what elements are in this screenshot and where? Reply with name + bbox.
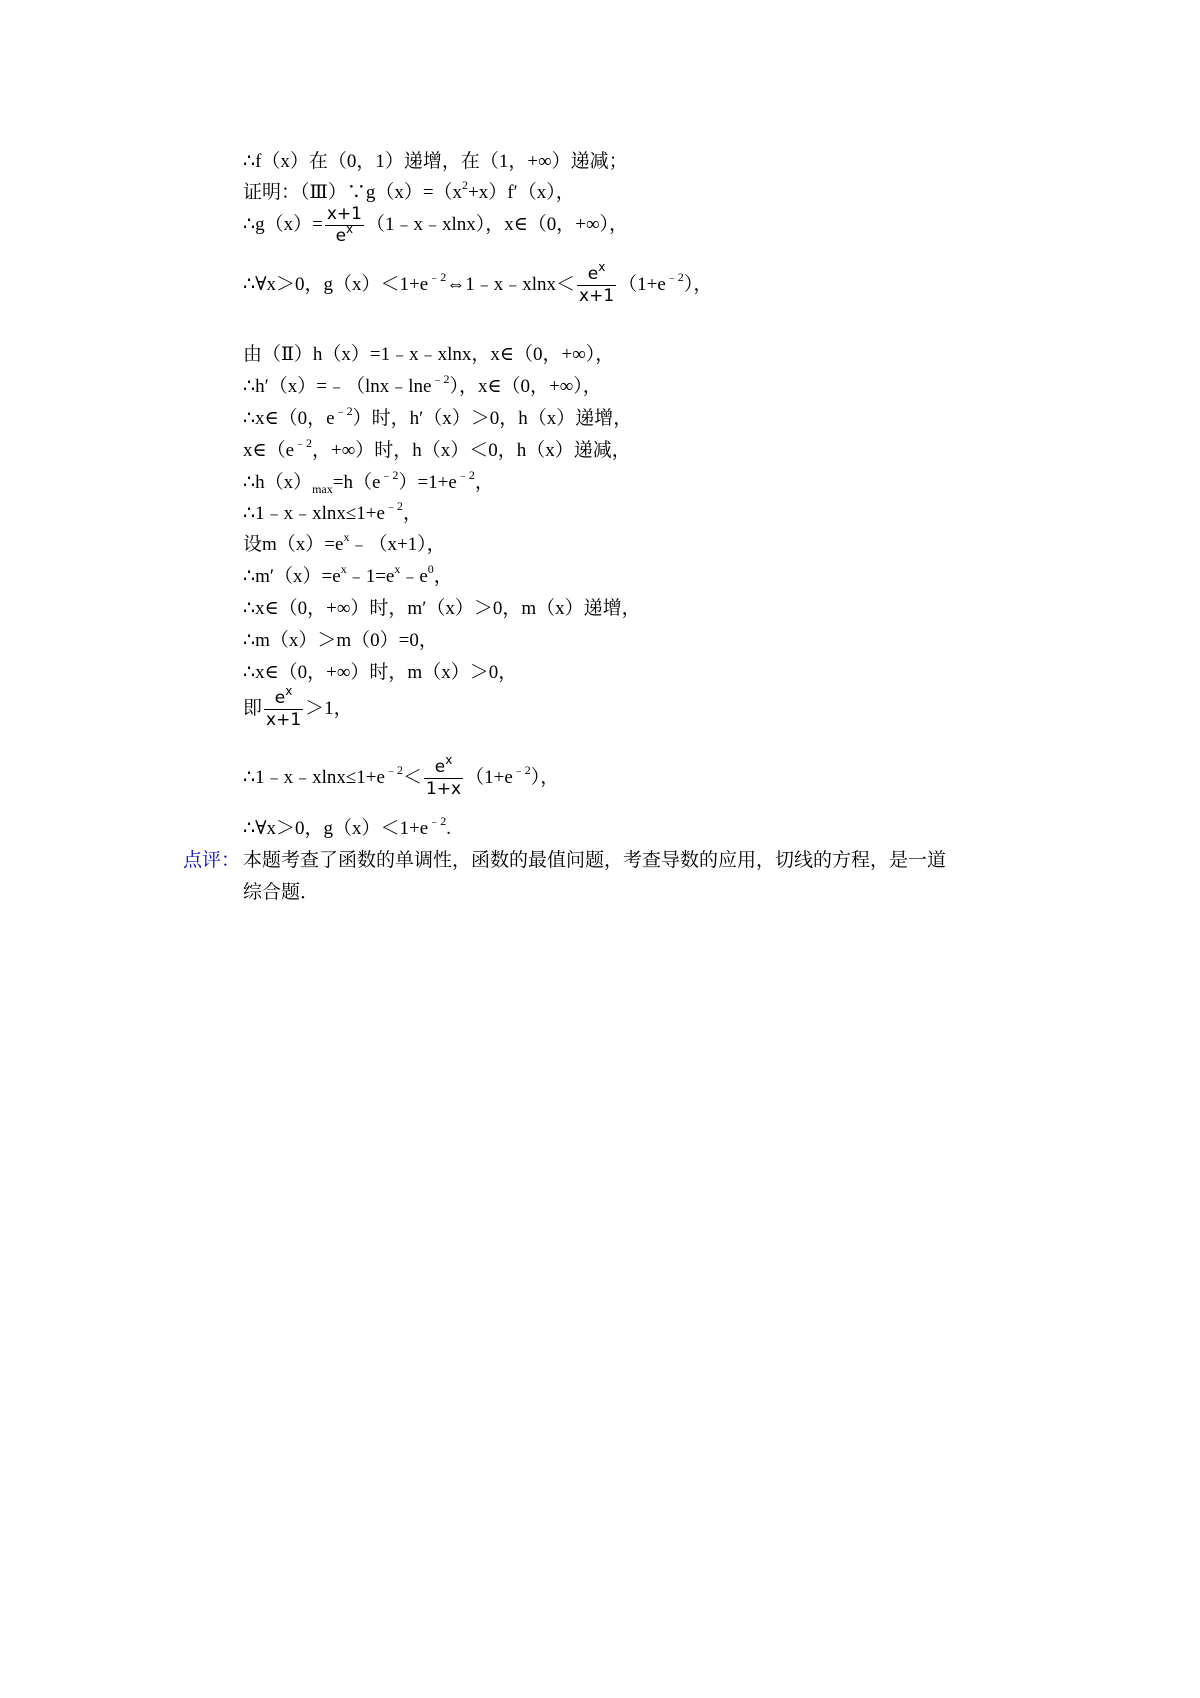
line-text: ∴x∈（0，e — [243, 408, 335, 429]
line-text: ， — [474, 472, 494, 493]
line-text: ∴∀x＞0，g（x）＜1+e — [243, 273, 429, 295]
proof-line — [243, 684, 353, 730]
line-text: ），x∈（0，+∞）， — [449, 376, 602, 397]
proof-line — [243, 468, 494, 496]
superscript: x — [340, 562, 347, 576]
review-label: 点评： — [183, 850, 241, 871]
proof-line — [243, 499, 422, 524]
line-text: =h（e — [332, 472, 381, 493]
proof-line — [243, 631, 438, 650]
subscript: max — [312, 482, 333, 496]
proof-line — [243, 345, 614, 364]
proof-line — [243, 814, 451, 839]
line-text: 证明：（Ⅲ）∵g（x）=（x — [243, 182, 463, 203]
superscript: ﹣2 — [431, 372, 450, 386]
line-text: ∴f（x）在（0，1）递增，在（1，+∞）递减； — [243, 151, 628, 172]
line-text: （1﹣x﹣xlnx），x∈（0，+∞）， — [365, 213, 629, 235]
superscript: x — [394, 562, 401, 576]
superscript: ﹣2 — [294, 436, 313, 450]
line-text: ， — [433, 566, 453, 587]
line-text: ∴x∈（0，+∞）时，m（x）＞0， — [243, 662, 518, 683]
line-text: ∴1﹣x﹣xlnx≤1+e — [243, 503, 385, 524]
line-text: +x）f′（x）， — [468, 182, 575, 203]
fraction-denominator: $e^x$ — [335, 222, 354, 246]
line-text: ）， — [530, 766, 560, 788]
superscript: ﹣2 — [428, 814, 447, 828]
line-text: ， — [402, 503, 422, 524]
fraction — [577, 260, 616, 306]
superscript: ﹣2 — [428, 269, 447, 284]
line-text: ）时，h′（x）＞0，h（x）递增， — [352, 408, 633, 429]
line-text: ∴∀x＞0，g（x）＜1+e — [243, 818, 429, 839]
proof-line — [243, 599, 641, 618]
line-text: ，+∞）时，h（x）＜0，h（x）递减， — [312, 440, 631, 461]
superscript: 0 — [427, 562, 434, 576]
fraction-numerator: $e^x$ — [424, 759, 463, 779]
proof-line — [243, 372, 602, 397]
fraction-denominator: x+1 — [266, 710, 302, 730]
fraction-numerator: $e^x$ — [577, 266, 616, 286]
line-text: . — [446, 818, 451, 839]
proof-line — [243, 178, 575, 203]
line-text: ∴x∈（0，+∞）时，m′（x）＞0，m（x）递增， — [243, 598, 641, 619]
line-text: ∴h（x） — [243, 472, 313, 493]
line-text: （1+e — [465, 766, 513, 788]
proof-line — [243, 206, 628, 245]
proof-line — [243, 530, 446, 555]
line-text: 即 — [243, 697, 263, 719]
review-text-line2: 综合题． — [243, 882, 320, 903]
line-text: （1+e — [618, 273, 666, 295]
line-text: 设m（x）=e — [243, 534, 344, 555]
line-text: ＜ — [402, 766, 422, 788]
line-text: ﹣e — [400, 566, 428, 587]
superscript: ﹣2 — [334, 404, 353, 418]
proof-line — [243, 152, 628, 171]
fraction-denominator: 1+x — [425, 779, 462, 799]
proof-line — [243, 436, 631, 461]
line-text: ﹣1=e — [346, 566, 395, 587]
line-text: ∴h′（x）=﹣（lnx﹣lne — [243, 376, 432, 397]
line-text: ∴m′（x）=e — [243, 566, 341, 587]
proof-line — [243, 260, 713, 306]
superscript: ﹣2 — [384, 762, 403, 777]
line-text: x∈（e — [243, 440, 294, 461]
line-text: ）=1+e — [398, 472, 457, 493]
review-text-line1: 本题考查了函数的单调性，函数的最值问题，考查导数的应用，切线的方程，是一道 — [243, 850, 947, 871]
proof-line — [243, 404, 633, 429]
proof-line — [243, 562, 453, 587]
superscript: x — [343, 530, 350, 544]
superscript: ﹣2 — [380, 468, 399, 482]
fraction — [325, 206, 364, 245]
superscript: ﹣2 — [456, 468, 475, 482]
fraction-denominator: x+1 — [579, 286, 615, 306]
fraction-numerator: x+1 — [326, 204, 362, 224]
line-text: ﹣（x+1）， — [349, 534, 446, 555]
superscript: ﹣2 — [384, 499, 403, 513]
line-text: ）， — [683, 273, 713, 295]
superscript: 2 — [462, 178, 469, 192]
line-text: ＞1， — [305, 697, 353, 719]
line-text: ∴g（x）= — [243, 213, 323, 235]
line-text: ⇔1﹣x﹣xlnx＜ — [446, 273, 576, 295]
fraction — [264, 684, 303, 730]
proof-line — [243, 663, 517, 682]
line-text: 由（Ⅱ）h（x）=1﹣x﹣xlnx，x∈（0，+∞）， — [243, 344, 615, 365]
superscript: ﹣2 — [512, 762, 531, 777]
fraction-numerator: $e^x$ — [264, 690, 303, 710]
proof-line — [243, 753, 560, 799]
line-text: ∴m（x）＞m（0）=0， — [243, 630, 438, 651]
fraction — [424, 753, 463, 799]
superscript: ﹣2 — [665, 269, 684, 284]
line-text: ∴1﹣x﹣xlnx≤1+e — [243, 766, 385, 788]
